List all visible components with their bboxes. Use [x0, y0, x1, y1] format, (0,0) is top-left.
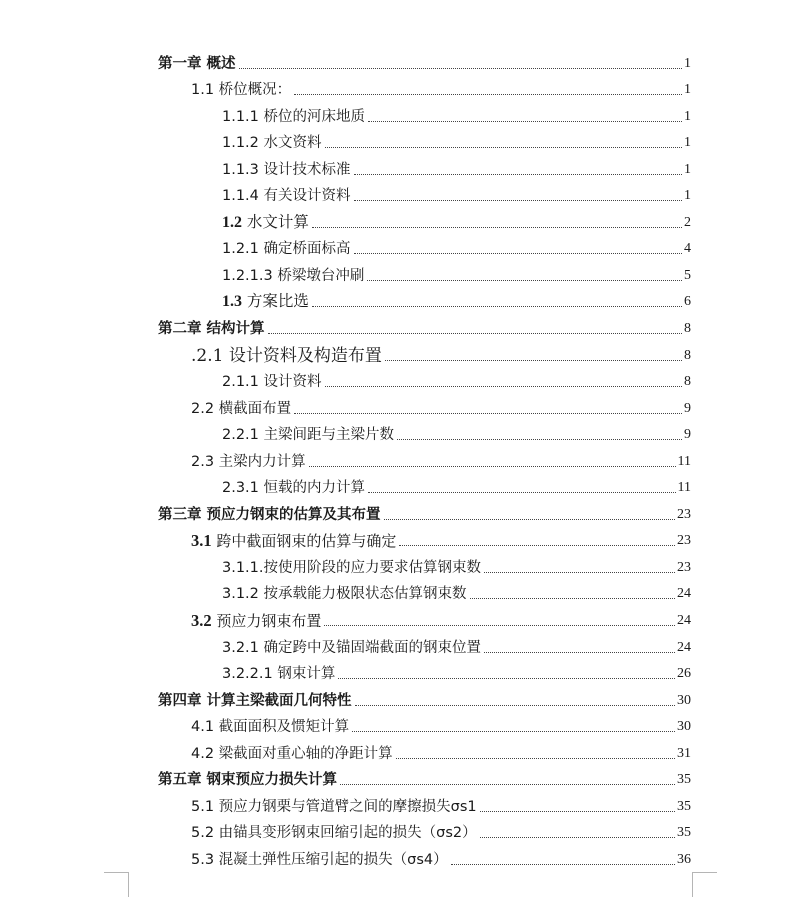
toc-entry-title: 第四章 计算主梁截面几何特性 — [158, 692, 352, 709]
dot-leader — [354, 199, 682, 201]
toc-entry[interactable] — [0, 843, 785, 870]
toc-entry-title: 4.1 截面面积及惯矩计算 — [191, 719, 350, 736]
toc-entry[interactable] — [0, 206, 785, 233]
dot-leader — [399, 544, 675, 546]
toc-entry[interactable] — [0, 127, 785, 154]
toc-page-number: 11 — [677, 453, 691, 469]
table-of-contents — [0, 47, 785, 870]
toc-entry-title: 2.2.1 主梁间距与主梁片数 — [222, 427, 395, 444]
dot-leader — [355, 704, 675, 706]
toc-page-number: 1 — [684, 55, 691, 71]
toc-page-number: 35 — [677, 798, 691, 814]
toc-entry[interactable] — [0, 180, 785, 207]
toc-entry[interactable] — [0, 711, 785, 738]
toc-page-number: 1 — [684, 188, 691, 204]
toc-entry[interactable] — [0, 498, 785, 525]
toc-entry-title: 3.1.2 按承载能力极限状态估算钢束数 — [222, 586, 467, 603]
dot-leader — [368, 491, 676, 493]
dot-leader — [385, 359, 682, 361]
dot-leader — [484, 651, 675, 653]
toc-entry-title: 2.3 主梁内力计算 — [191, 453, 306, 470]
toc-entry-title: 1.1.3 设计技术标准 — [222, 161, 351, 178]
toc-entry-title: 第一章 概述 — [158, 55, 236, 72]
toc-entry-title: 3.2.2.1 钢束计算 — [222, 666, 336, 683]
dot-leader — [352, 730, 675, 732]
toc-page-number: 11 — [677, 480, 691, 496]
dot-leader — [312, 305, 682, 307]
toc-page-number: 23 — [677, 533, 691, 549]
toc-page-number: 31 — [677, 745, 691, 761]
toc-entry[interactable] — [0, 339, 785, 366]
toc-entry[interactable] — [0, 551, 785, 578]
dot-leader — [484, 571, 675, 573]
toc-entry[interactable] — [0, 419, 785, 446]
toc-page-number: 1 — [684, 82, 691, 98]
dot-leader — [324, 624, 675, 626]
toc-entry-text: 预应力钢束布置 — [211, 612, 322, 631]
toc-page-number: 36 — [677, 851, 691, 867]
toc-entry-title — [191, 531, 396, 551]
toc-entry-title: 5.3 混凝土弹性压缩引起的损失（σs4） — [191, 851, 448, 868]
toc-page-number: 9 — [684, 400, 691, 416]
toc-entry[interactable] — [0, 684, 785, 711]
page-corner-mark-left — [104, 872, 129, 897]
toc-entry[interactable] — [0, 790, 785, 817]
dot-leader — [294, 93, 682, 95]
dot-leader — [384, 518, 675, 520]
toc-page-number: 24 — [677, 586, 691, 602]
toc-entry[interactable] — [0, 74, 785, 101]
toc-page-number: 30 — [677, 692, 691, 708]
toc-entry-title: .2.1 设计资料及构造布置 — [191, 345, 382, 366]
toc-page-number: 5 — [684, 267, 691, 283]
toc-page-number: 30 — [677, 719, 691, 735]
toc-entry-number: 1.3 — [222, 293, 242, 311]
toc-entry-number: 1.2 — [222, 213, 242, 231]
toc-entry[interactable] — [0, 445, 785, 472]
toc-page-number: 26 — [677, 666, 691, 682]
toc-entry-title: 第二章 结构计算 — [158, 321, 265, 338]
toc-entry-title: 5.1 预应力钢栗与管道臂之间的摩擦损失σs1 — [191, 798, 477, 815]
toc-page-number: 35 — [677, 825, 691, 841]
toc-page-number: 1 — [684, 108, 691, 124]
toc-entry[interactable] — [0, 233, 785, 260]
toc-entry-title: 第五章 钢束预应力损失计算 — [158, 772, 338, 789]
dot-leader — [397, 438, 682, 440]
page-corner-mark-right — [692, 872, 717, 897]
toc-page-number: 4 — [684, 241, 691, 257]
toc-entry-title: 1.2.1 确定桥面标高 — [222, 241, 351, 258]
toc-entry[interactable] — [0, 100, 785, 127]
dot-leader — [367, 279, 682, 281]
toc-entry-title — [222, 291, 309, 312]
dot-leader — [354, 252, 682, 254]
toc-entry-title: 1.1.1 桥位的河床地质 — [222, 108, 366, 125]
dot-leader — [312, 226, 682, 228]
toc-entry-title: 4.2 梁截面对重心轴的净距计算 — [191, 745, 393, 762]
toc-entry[interactable] — [0, 153, 785, 180]
dot-leader — [325, 385, 682, 387]
toc-page-number: 23 — [677, 506, 691, 522]
toc-entry-title: 2.3.1 恒载的内力计算 — [222, 480, 366, 497]
toc-entry-title: 1.1.2 水文资料 — [222, 135, 322, 152]
toc-entry[interactable] — [0, 817, 785, 844]
dot-leader — [239, 67, 682, 69]
toc-page-number: 24 — [677, 613, 691, 629]
toc-page-number: 24 — [677, 639, 691, 655]
dot-leader — [480, 836, 675, 838]
toc-entry-title: 1.1.4 有关设计资料 — [222, 188, 351, 205]
toc-entry-title: 1.2.1.3 桥梁墩台冲刷 — [222, 267, 365, 284]
toc-page-number: 23 — [677, 559, 691, 575]
toc-entry[interactable] — [0, 472, 785, 499]
toc-page-number: 35 — [677, 772, 691, 788]
toc-entry[interactable] — [0, 578, 785, 605]
toc-entry[interactable] — [0, 737, 785, 764]
dot-leader — [309, 465, 676, 467]
toc-entry[interactable] — [0, 286, 785, 313]
toc-page-number: 1 — [684, 135, 691, 151]
dot-leader — [294, 412, 682, 414]
toc-page-number: 2 — [684, 214, 691, 230]
toc-entry-title: 5.2 由锚具变形钢束回缩引起的损失（σs2） — [191, 825, 477, 842]
dot-leader — [338, 677, 675, 679]
toc-entry-text: 水文计算 — [242, 212, 309, 231]
toc-page-number: 6 — [684, 294, 691, 310]
toc-entry-number: 3.1 — [191, 531, 212, 551]
toc-entry-text: 方案比选 — [242, 292, 309, 311]
toc-entry[interactable] — [0, 259, 785, 286]
toc-entry[interactable] — [0, 47, 785, 74]
toc-entry[interactable] — [0, 631, 785, 658]
toc-page-number: 9 — [684, 427, 691, 443]
toc-entry-title: 2.1.1 设计资料 — [222, 374, 322, 391]
toc-entry[interactable] — [0, 366, 785, 393]
dot-leader — [268, 332, 682, 334]
toc-entry-text: 跨中截面钢束的估算与确定 — [211, 532, 397, 551]
toc-page-number: 8 — [684, 374, 691, 390]
toc-entry[interactable] — [0, 525, 785, 552]
dot-leader — [470, 597, 675, 599]
toc-page-number: 8 — [684, 347, 691, 363]
toc-entry-title: 第三章 预应力钢束的估算及其布置 — [158, 506, 381, 523]
toc-entry[interactable] — [0, 392, 785, 419]
toc-page-number: 8 — [684, 321, 691, 337]
dot-leader — [451, 863, 675, 865]
toc-entry-title: 3.2.1 确定跨中及锚固端截面的钢束位置 — [222, 639, 482, 656]
toc-entry[interactable] — [0, 658, 785, 685]
toc-entry-title: 3.1.1.按使用阶段的应力要求估算钢束数 — [222, 559, 482, 576]
toc-entry[interactable] — [0, 764, 785, 791]
toc-entry-title — [222, 212, 309, 233]
toc-entry-title: 2.2 横截面布置 — [191, 400, 292, 417]
dot-leader — [480, 810, 675, 812]
dot-leader — [340, 783, 675, 785]
dot-leader — [368, 120, 682, 122]
dot-leader — [354, 173, 682, 175]
dot-leader — [396, 757, 675, 759]
toc-entry-title — [191, 611, 321, 631]
toc-entry-title: 1.1 桥位概况： — [191, 82, 292, 99]
toc-entry[interactable] — [0, 604, 785, 631]
dot-leader — [325, 146, 682, 148]
toc-entry[interactable] — [0, 312, 785, 339]
toc-entry-number: 3.2 — [191, 611, 212, 631]
toc-page-number: 1 — [684, 161, 691, 177]
